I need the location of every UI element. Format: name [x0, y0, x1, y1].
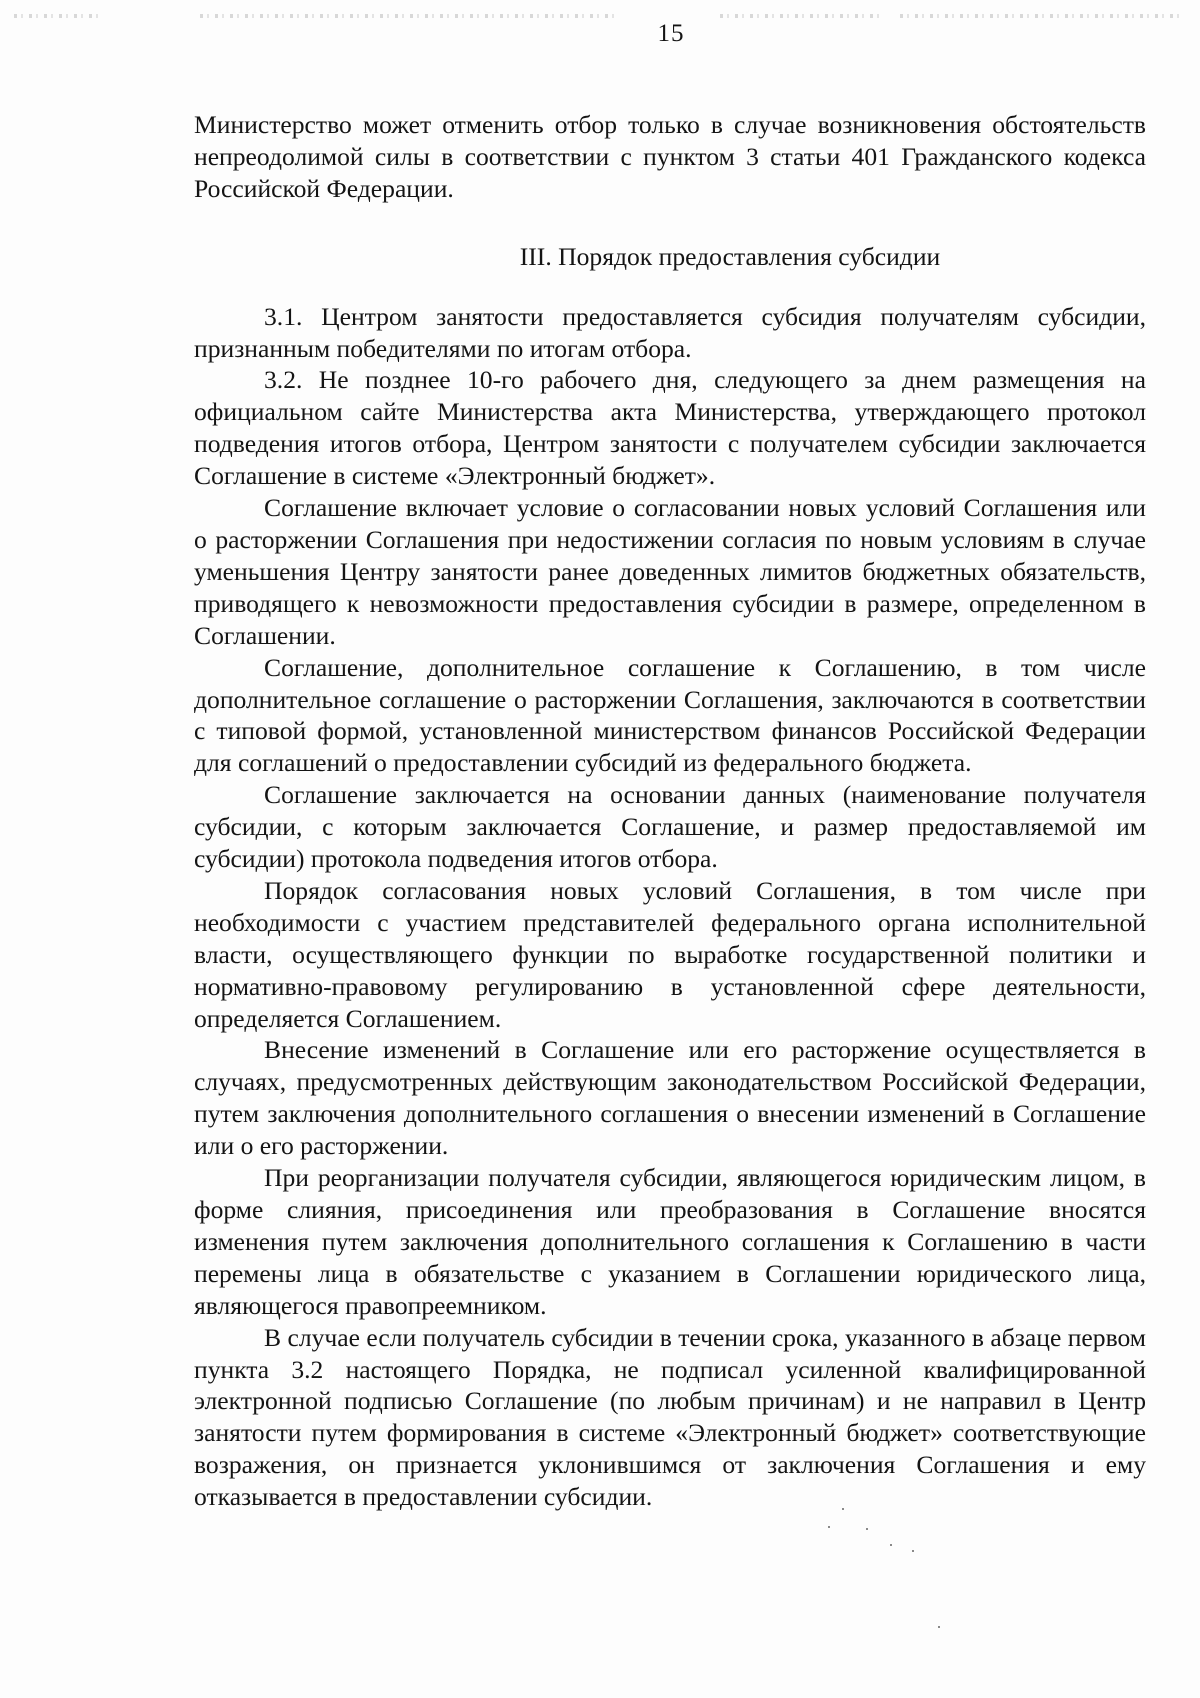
paragraph-agreement-basis: Соглашение заключается на основании данных (наименование получателя субсидии, с которым заключается Соглашение, и размер предоставляемой им субсидии) протокола подведения итогов отбора.: [194, 780, 1146, 874]
page-number: 15: [657, 20, 685, 47]
intro-paragraph: Министерство может отменить отбор только в случае возникновения обстоятельств непреодолимой силы в соответствии с пунктом 3 статьи 401 Гражданского кодекса Российской Федерации.: [194, 110, 1146, 203]
paragraph-agreement-form: Соглашение, дополнительное соглашение к Соглашению, в том числе дополнительное соглашение о расторжении Соглашения, заключаются в соответствии с типовой формой, установленной министерством финансов Российской Федерации для соглашений о предоставлении субсидий из федерального бюджета.: [194, 652, 1146, 778]
document-body: [194, 109, 1146, 1513]
paragraph-agreement-conditions: Соглашение включает условие о согласовании новых условий Соглашения или о расторжении Соглашения при недостижении согласия по новым условиям в случае уменьшения Центру занятости ранее доведенных лимитов бюджетных обязательств, приводящего к невозможности предоставления субсидии в размере, определенном в Соглашении.: [194, 493, 1146, 650]
section-heading: III. Порядок предоставления субсидии: [519, 241, 941, 271]
paragraph-3-1: 3.1. Центром занятости предоставляется субсидия получателям субсидии, признанным победителями по итогам отбора.: [194, 301, 1146, 363]
paragraph-amendments: Внесение изменений в Соглашение или его расторжение осуществляется в случаях, предусмотренных действующим законодательством Российской Федерации, путем заключения дополнительного соглашения о внесении изменений в Соглашение или о его расторжении.: [194, 1035, 1146, 1161]
scan-artifact-left: [14, 14, 104, 18]
paragraph-new-conditions: Порядок согласования новых условий Соглашения, в том числе при необходимости с участием представителей федерального органа исполнительной власти, осуществляющего функции по выработке государственной политики и нормативно-правовому регулированию в установленной сфере деятельности, определяется Соглашением.: [194, 875, 1146, 1033]
scan-artifact-mid: [720, 14, 880, 18]
paragraph-reorganization: При реорганизации получателя субсидии, являющегося юридическим лицом, в форме слияния, присоединения или преобразования в Соглашение вносятся изменения путем заключения дополнительного соглашения к Соглашению в части перемены лица в обязательстве с указанием в Соглашении юридического лица, являющегося правопреемником.: [194, 1163, 1146, 1320]
paragraph-3-2: 3.2. Не позднее 10-го рабочего дня, следующего за днем размещения на официальном сайте Министерства акта Министерства, утверждающего протокол подведения итогов отбора, Центром занятости с получателем субсидии заключается Соглашение в системе «Электронный бюджет».: [194, 365, 1146, 491]
paragraph-evasion: В случае если получатель субсидии в течении срока, указанного в абзаце первом пункта 3.2 настоящего Порядка, не подписал усиленной квалифицированной электронной подписью Соглашение (по любым причинам) и не направил в Центр занятости путем формирования в системе «Электронный бюджет» соответствующие возражения, он признается уклонившимся от заключения Соглашения и ему отказывается в предоставлении субсидии.: [194, 1322, 1146, 1512]
scan-artifact-right: [900, 14, 1180, 18]
scan-artifact-center: [200, 14, 620, 18]
